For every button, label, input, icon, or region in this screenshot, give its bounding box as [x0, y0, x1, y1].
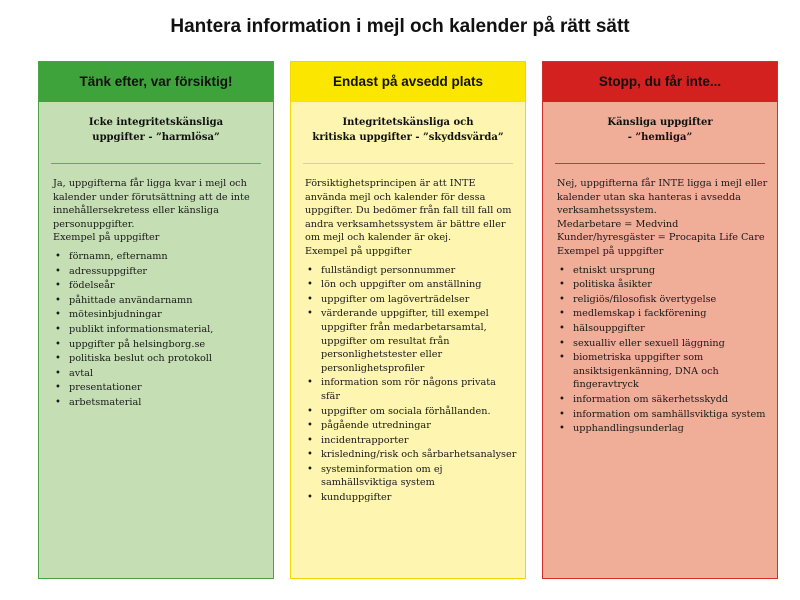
list-item: • fullständigt personnummer	[305, 264, 517, 278]
list-item: • krisledning/risk och sårbarhetsanalyser	[305, 448, 517, 462]
list-item: • publikt informationsmaterial,	[53, 323, 265, 337]
list-item: • uppgifter om lagöverträdelser	[305, 293, 517, 307]
description-paragraph: Ja, uppgifterna får ligga kvar i mejl och kalender under förutsättning att de inte innehållersekretess eller känsliga personuppgifter.	[53, 178, 250, 230]
subtitle-line: Känsliga uppgifter	[607, 117, 713, 128]
column-description	[305, 177, 517, 245]
column-body	[305, 177, 517, 506]
list-item: • hälsouppgifter	[557, 322, 769, 336]
subtitle-line: - ”hemliga”	[627, 132, 693, 143]
examples-list	[305, 264, 517, 505]
subtitle-line: kritiska uppgifter - ”skyddsvärda”	[312, 132, 504, 143]
list-item: • information om samhällsviktiga system	[557, 408, 769, 422]
list-item: • sexualliv eller sexuell läggning	[557, 337, 769, 351]
list-item: • adressuppgifter	[53, 265, 265, 279]
column-subtitle	[543, 115, 777, 145]
examples-list	[557, 264, 769, 436]
list-item: • medlemskap i fackförening	[557, 307, 769, 321]
list-item: • födelseår	[53, 279, 265, 293]
list-item: • etniskt ursprung	[557, 264, 769, 278]
column-header: Stopp, du får inte...	[543, 62, 777, 102]
list-item: • politiska beslut och protokoll	[53, 352, 265, 366]
column-stop	[542, 61, 778, 579]
list-item: • religiös/filosofisk övertygelse	[557, 293, 769, 307]
column-careful	[38, 61, 274, 579]
examples-list	[53, 250, 265, 410]
page-title: Hantera information i mejl och kalender på rätt sätt	[170, 16, 630, 37]
list-item: • information om säkerhetsskydd	[557, 393, 769, 407]
subtitle-line: uppgifter - ”harmlösa”	[92, 132, 220, 143]
column-body	[53, 177, 265, 411]
list-item: • presentationer	[53, 381, 265, 395]
column-subtitle	[291, 115, 525, 145]
column-description	[53, 177, 265, 231]
description-paragraph: Kunder/hyresgäster = Procapita Life Care	[557, 232, 765, 244]
list-item: • uppgifter om sociala förhållanden.	[305, 405, 517, 419]
examples-heading: Exempel på uppgifter	[53, 232, 160, 244]
list-item: • information som rör någons privata sfär	[305, 376, 517, 403]
list-item: • mötesinbjudningar	[53, 308, 265, 322]
column-header: Tänk efter, var försiktig!	[39, 62, 273, 102]
column-description	[557, 177, 769, 245]
list-item: • lön och uppgifter om anställning	[305, 278, 517, 292]
examples-heading: Exempel på uppgifter	[557, 245, 664, 257]
column-designated-place	[290, 61, 526, 579]
divider	[303, 163, 513, 164]
divider	[51, 163, 261, 164]
list-item: • värderande uppgifter, till exempel uppgifter från medarbetarsamtal, uppgifter om resultat från personlighetstester eller personlighetsprofiler	[305, 307, 517, 375]
list-item: • arbetsmaterial	[53, 396, 265, 410]
column-header: Endast på avsedd plats	[291, 62, 525, 102]
list-item: • kunduppgifter	[305, 491, 517, 505]
subtitle-line: Integritetskänsliga och	[342, 117, 474, 128]
divider	[555, 163, 765, 164]
column-subtitle	[39, 115, 273, 145]
list-item: • avtal	[53, 367, 265, 381]
list-item: • upphandlingsunderlag	[557, 422, 769, 436]
list-item: • systeminformation om ej samhällsviktiga system	[305, 463, 517, 490]
subtitle-line: Icke integritetskänsliga	[88, 117, 224, 128]
list-item: • biometriska uppgifter som ansiktsigenkänning, DNA och fingeravtryck	[557, 351, 769, 392]
column-body	[557, 177, 769, 437]
description-paragraph: Försiktighetsprincipen är att INTE använda mejl och kalender för dessa uppgifter. Du bedömer från fall till fall om andra verksamhetssystem är bättre eller om mejl och kalender är okej.	[305, 178, 512, 244]
examples-heading: Exempel på uppgifter	[305, 245, 412, 257]
list-item: • uppgifter på helsingborg.se	[53, 338, 265, 352]
description-paragraph: Medarbetare = Medvind	[557, 218, 679, 230]
list-item: • påhittade användarnamn	[53, 294, 265, 308]
list-item: • förnamn, efternamn	[53, 250, 265, 264]
list-item: • incidentrapporter	[305, 434, 517, 448]
list-item: • pågående utredningar	[305, 419, 517, 433]
list-item: • politiska åsikter	[557, 278, 769, 292]
description-paragraph: Nej, uppgifterna får INTE ligga i mejl eller kalender utan ska hanteras i avsedda verksamhetssystem.	[557, 178, 768, 217]
